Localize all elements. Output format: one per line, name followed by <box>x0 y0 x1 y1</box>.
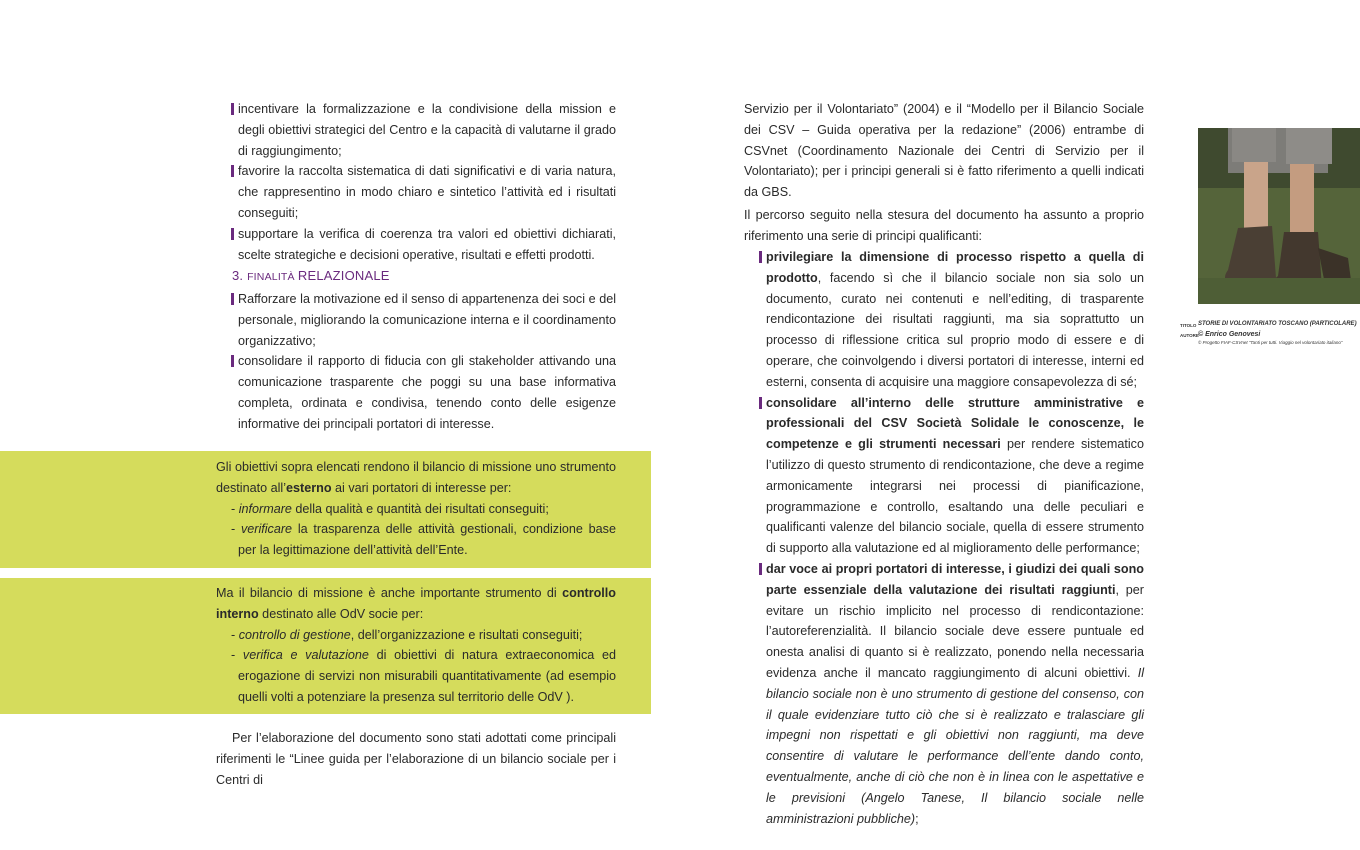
list-item: consolidare all’interno delle strutture amministrative e professionali del CSV Società Solidale le conoscenze, le competenze e gli strumenti necessari per rendere sistematico l’utilizzo di questo strumento di rendicontazione, che deve a regime armonicamente integrarsi nei processi di pianificazione, programmazione e controllo, esaltando una delle peculiari e qualificanti valenze del bilancio sociale, quella di essere strumento di supporto alla valutazione ed al miglioramento delle performance; <box>766 393 1144 559</box>
list-item: incentivare la formalizzazione e la condivisione della mission e degli obiettivi strategici del Centro e la capacità di valutarne il grado di raggiungimento; <box>238 99 616 161</box>
bullet-mark <box>759 563 762 575</box>
objectives-list <box>238 99 616 265</box>
list-item: - controllo di gestione, dell’organizzazione e risultati conseguiti; <box>231 627 583 642</box>
photo-caption: TITOLO STORIE DI VOLONTARIATO TOSCANO (PARTICOLARE) AUTORE © Enrico Genovesi © Progetto FIAF-CSVnet “Tanti per tutti. Viaggio nel volontariato italiano” <box>1180 321 1357 345</box>
highlight-box-internal <box>0 578 651 714</box>
body-paragraph: Il percorso seguito nella stesura del documento ha assunto a proprio riferimento una serie di principi qualificanti: <box>744 208 1144 243</box>
body-paragraph: Per l’elaborazione del documento sono stati adottati come principali riferimenti le “Linee guida per l’elaborazione di un bilancio sociale per i Centri di <box>216 731 616 787</box>
bullet-mark <box>231 355 234 367</box>
relational-list <box>238 289 616 435</box>
box-intro: Ma il bilancio di missione è anche importante strumento di controllo interno destinato alle OdV socie per: <box>216 586 616 621</box>
bullet-mark <box>231 228 234 240</box>
section-heading: 3. FINALITÀ RELAZIONALE <box>232 268 390 283</box>
highlight-box-external <box>0 451 651 568</box>
bullet-mark <box>759 251 762 263</box>
body-paragraph: Servizio per il Volontariato” (2004) e il “Modello per il Bilancio Sociale dei CSV – Guida operativa per la redazione” (2006) entrambe di CSVnet (Coordinamento Nazionale dei Centri di Servizio per il Volontariato); per i principi generali si è fatto riferimento a quelli indicati da GBS. <box>744 102 1144 200</box>
list-item: - verifica e valutazione di obiettivi di natura extraeconomica ed erogazione di servizi non misurabili quantitativamente (ad esempio quelli volti a potenziare la presenza sul territorio delle OdV ). <box>231 648 616 704</box>
photo-volunteer-boots <box>1198 128 1360 304</box>
list-item: privilegiare la dimensione di processo rispetto a quella di prodotto, facendo sì che il bilancio sociale non sia solo un documento, curato nei contenuti e nell’editing, di trasparente rendicontazione dei risultati raggiunti, ma sia soprattutto un processo di riflessione critica sul proprio modo di essere e di operare, che coinvolgendo i diversi portatori di interesse, interni ed esterni, consenta di acquisire una maggiore consapevolezza di sé; <box>766 247 1144 393</box>
list-item: supportare la verifica di coerenza tra valori ed obiettivi dichiarati, scelte strategiche e decisioni operative, risultati e effetti prodotti. <box>238 224 616 266</box>
bullet-mark <box>231 165 234 177</box>
photo-illustration <box>1198 128 1360 304</box>
list-item: - verificare la trasparenza delle attività gestionali, condizione base per la legittimazione dell’attività dell’Ente. <box>231 522 616 558</box>
bullet-mark <box>759 397 762 409</box>
list-item: consolidare il rapporto di fiducia con gli stakeholder attivando una comunicazione trasparente che poggi su una base informativa completa, ordinata e condivisa, tenendo conto delle esigenze informative dei principali portatori di interesse. <box>238 351 616 434</box>
list-item: dar voce ai propri portatori di interesse, i giudizi dei quali sono parte essenziale della valutazione dei risultati raggiunti, per evitare un rischio implicito nel processo di rendicontazione: l’autoreferenzialità. Il bilancio sociale deve essere puntuale ed onesta analisi di quanto si è realizzato, ponendo nella necessaria evidenza anche il mancato raggiungimento di alcuni obiettivi. Il bilancio sociale non è uno strumento di gestione del consenso, con il quale evidenziare tutto ciò che si è realizzato e tralasciare gli impegni non rispettati e gli obiettivi non raggiunti, ma deve consentire di valutare le performance dell’ente dando conto, eventualmente, anche di ciò che non è in linea con le aspettative e le previsioni (Angelo Tanese, Il bilancio sociale nelle amministrazioni pubbliche); <box>766 559 1144 829</box>
principles-list <box>766 247 1144 829</box>
list-item: - informare della qualità e quantità dei risultati conseguiti; <box>231 501 549 516</box>
list-item: favorire la raccolta sistematica di dati significativi e di varia natura, che rappresentino in modo chiaro e sintetico l’attività ed i risultati conseguiti; <box>238 161 616 223</box>
bullet-mark <box>231 103 234 115</box>
bullet-mark <box>231 293 234 305</box>
box-intro: Gli obiettivi sopra elencati rendono il bilancio di missione uno strumento destinato all’esterno ai vari portatori di interesse per: <box>216 460 616 495</box>
list-item: Rafforzare la motivazione ed il senso di appartenenza dei soci e del personale, migliorando la comunicazione interna e il coordinamento organizzativo; <box>238 289 616 351</box>
